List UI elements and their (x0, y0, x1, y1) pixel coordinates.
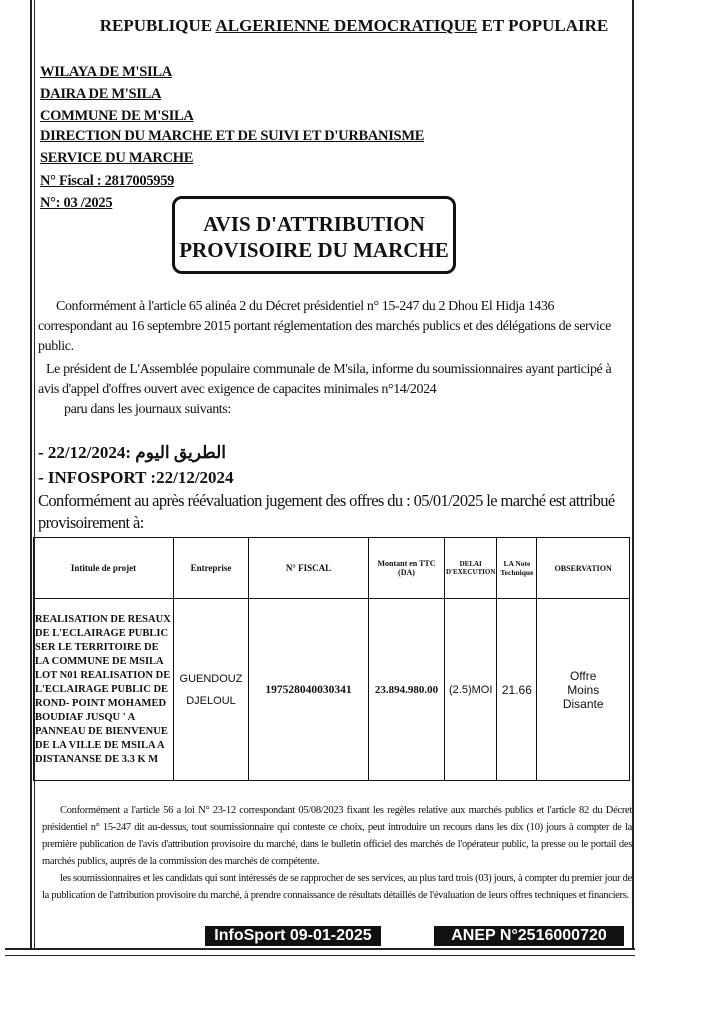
table-row (34, 599, 630, 781)
notice-title-line1: AVIS D'ATTRIBUTION (203, 212, 425, 236)
title-underlined: ALGERIENNE DEMOCRATIQUE (215, 16, 478, 35)
col-company: Entreprise (174, 538, 249, 599)
cell-delay: (2.5)MOI (445, 599, 497, 781)
direction: DIRECTION DU MARCHE ET DE SUIVI ET D'URBANISME (40, 128, 425, 144)
col-observation: OBSERVATION (537, 538, 630, 599)
cell-company: GUENDOUZ DJELOUL (174, 599, 249, 781)
title-prefix: REPUBLIQUE (99, 16, 216, 35)
bottom-border-2 (5, 955, 635, 956)
notice-title-box (172, 196, 456, 274)
cell-fiscal: 197528040030341 (249, 599, 369, 781)
president-paragraph: Le président de L'Assemblée populaire communale de M'sila, informe du soumissionnaires ayant participé à avis d'appel d'offres ouvert avec exigence de capacites minimales n°14/2024 (38, 362, 612, 397)
attribution-text: Conformément au après réévaluation jugement des offres du : 05/01/2025 le marché est attribué provisoirement à: (38, 491, 615, 532)
anep-banner: ANEP N°2516000720 (434, 926, 624, 946)
notice-number: N°: 03 /2025 (40, 195, 113, 211)
journals-label: paru dans les journaux suivants: (64, 402, 231, 417)
publication-2: - INFOSPORT :22/12/2024 (38, 468, 234, 487)
notice-title-line2: PROVISOIRE DU MARCHE (179, 238, 449, 262)
cell-project: REALISATION DE RESAUX DE L'ECLAIRAGE PUBLIC SER LE TERRITOIRE DE LA COMMUNE DE MSILA LOT N01 REALISATION DE L'ECLAIRAGE PUBLIC DE ROND- POINT MOHAMED BOUDIAF JUSQU ' A PANNEAU DE BIENVENUE DE LA VILLE DE MSILA A DISTANANSE DE 3.3 K M (34, 599, 174, 781)
right-border (632, 0, 634, 950)
col-amount: Montant en TTC (DA) (369, 538, 445, 599)
cell-amount: 23.894.980.00 (369, 599, 445, 781)
col-project: Intitule de projet (34, 538, 174, 599)
attribution-table (33, 537, 630, 781)
intro-paragraph: Conformément à l'article 65 alinéa 2 du Décret présidentiel n° 15-247 du 2 Dhou El Hidja 1436 correspondant au 16 septembre 2015 portant réglementation des marchés publics et des délégations de service public. (38, 299, 611, 354)
cell-observation: Offre Moins Disante (537, 599, 630, 781)
infosport-banner: InfoSport 09-01-2025 (205, 926, 381, 946)
daira: DAIRA DE M'SILA (40, 86, 162, 102)
title-suffix: ET POPULAIRE (477, 16, 609, 35)
footer-paragraph-1: Conformément a l'article 56 a loi N° 23-12 correspondant 05/08/2023 fixant les regèles relative aux marchés publics et l'article 82 du Décret présidentiel n° 15-247 dit au-dessus, tout soumissionnaire qui conteste ce choix, peut introduire un recours dans les dix (10) jours à compter de la première publication de l'avis d'attribution provisoire du marché, dans le bulletin officiel des marchés de l'opérateur public, la presse ou le portail des marchés publics, auprés de la commission des marchés de compétente. (42, 805, 632, 867)
table-header-row (34, 538, 630, 599)
col-note: LA Note Technique (497, 538, 537, 599)
left-border (30, 0, 32, 950)
col-delay: DELAI D'EXECUTION (445, 538, 497, 599)
commune: COMMUNE DE M'SILA (40, 108, 194, 124)
fiscal-number: N° Fiscal : 2817005959 (40, 173, 175, 189)
wilaya: WILAYA DE M'SILA (40, 64, 172, 80)
cell-note: 21.66 (497, 599, 537, 781)
service: SERVICE DU MARCHE (40, 150, 194, 166)
left-border-inner (34, 0, 35, 950)
bottom-border (5, 948, 635, 950)
publication-1: - الطريق اليوم :22/12/2024 (38, 443, 227, 462)
republic-title (0, 16, 708, 36)
col-fiscal: N° FISCAL (249, 538, 369, 599)
footer-paragraph-2: les soumissionnaires et les candidats qui sont intéressés de se rapprocher de ses services, au plus tard trois (03) jours, à compter du premier jour de la publication de l'attribution provisoire du marché, à prendre connaissance de résultats détaillés de l'évaluation de leurs offres techniques et financiers. (42, 873, 632, 901)
